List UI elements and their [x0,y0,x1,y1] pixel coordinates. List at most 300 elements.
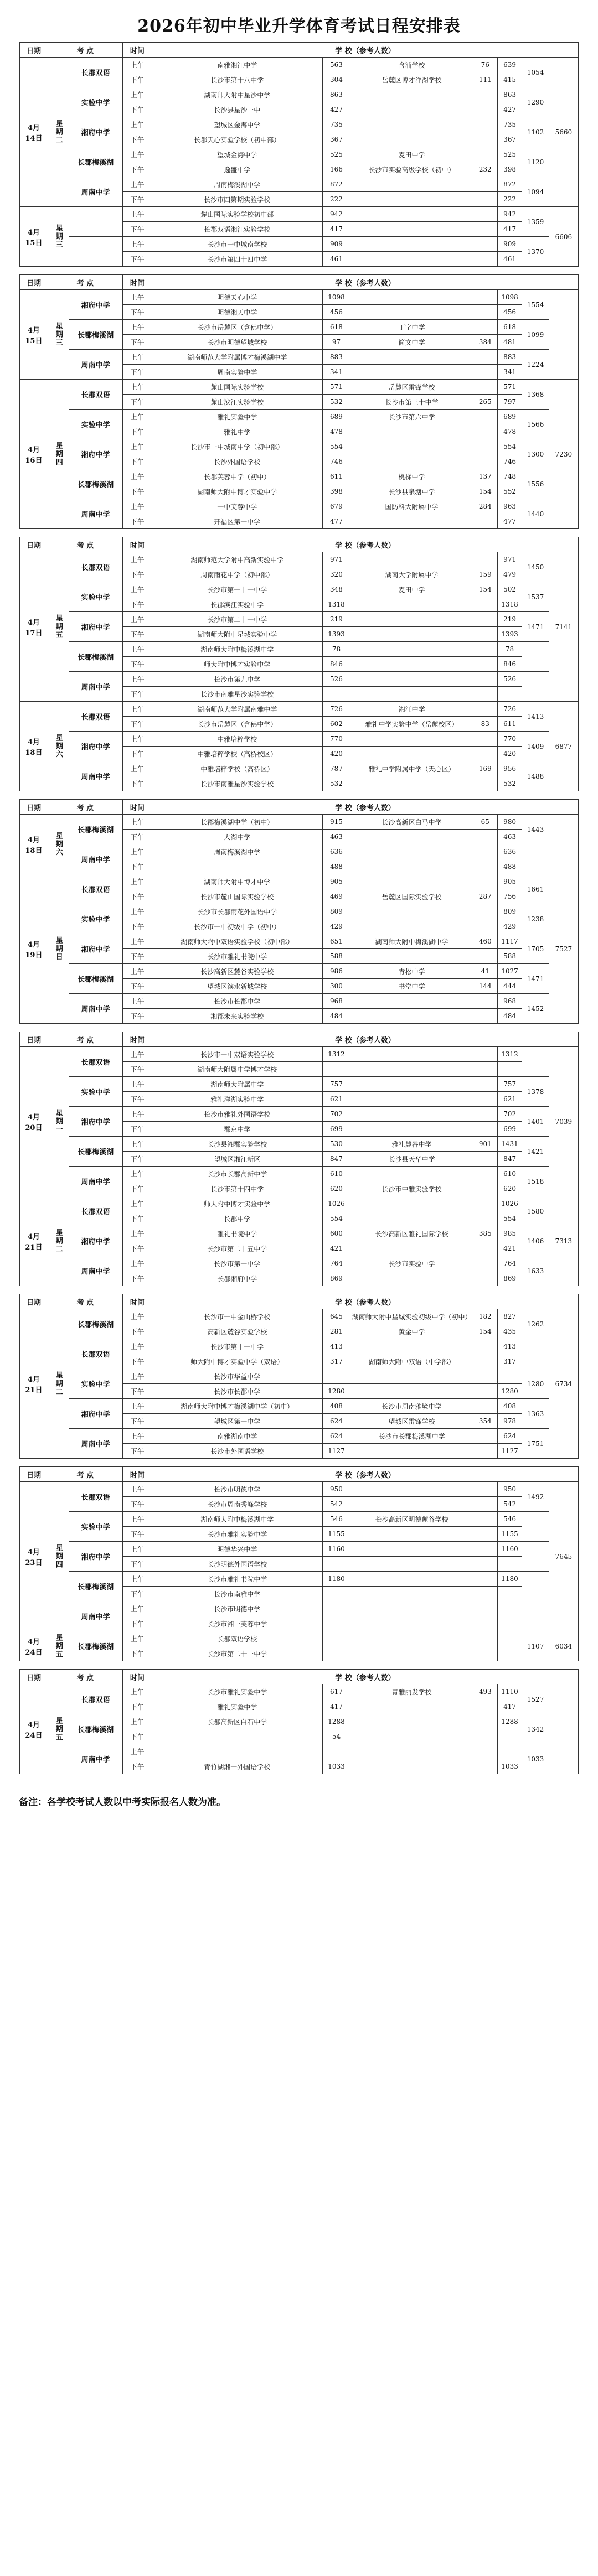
site-total: 1359 [522,207,549,237]
school-cell-2: 雅礼中学附属中学（天心区） [350,761,473,776]
table-row [20,1714,579,1729]
school-cell: 湖南师范大学附属南雅中学 [152,702,322,717]
count-cell-2 [473,597,497,612]
header-site: 考 点 [48,1032,122,1047]
count-cell-2: 83 [473,717,497,732]
header-row [20,537,579,552]
school-cell-2 [350,1587,473,1601]
school-cell: 雅礼洋湖实验中学 [152,1092,322,1107]
schedule-tables [19,42,579,1774]
session-total: 1033 [497,1759,522,1774]
date-cell: 4月 20日 [20,1047,48,1196]
header-school: 学 校（参考人数） [152,800,578,815]
school-cell: 湖南师大附中博才中学 [152,874,322,889]
school-cell: 长沙市第二十五中学 [152,1241,322,1256]
count-cell-2 [473,904,497,919]
time-cell: 下午 [122,1271,152,1286]
site-total: 1518 [522,1167,549,1196]
count-cell: 484 [322,1009,350,1024]
count-cell-2 [473,859,497,874]
table-row [20,237,579,252]
header-site: 考 点 [48,800,122,815]
count-cell: 602 [322,717,350,732]
session-total: 809 [497,904,522,919]
site-total: 1224 [522,350,549,380]
session-total: 1127 [497,1444,522,1459]
count-cell-2: 159 [473,567,497,582]
header-row [20,275,579,290]
school-cell-2: 长沙市周南雅境中学 [350,1399,473,1414]
count-cell: 421 [322,1241,350,1256]
time-cell: 下午 [122,1587,152,1601]
session-total: 463 [497,830,522,844]
session-total: 341 [497,365,522,380]
school-cell: 长沙市雅礼外国语学校 [152,1107,322,1122]
site-total: 1342 [522,1714,549,1744]
school-cell-2: 长沙高新区雅礼国际学校 [350,1226,473,1241]
count-cell-2 [473,1241,497,1256]
header-school: 学 校（参考人数） [152,1294,578,1309]
header-date: 日期 [20,537,48,552]
count-cell-2 [473,1369,497,1384]
session-total: 429 [497,919,522,934]
school-cell-2: 雅礼中学实验中学（岳麓校区） [350,717,473,732]
time-cell: 上午 [122,672,152,687]
count-cell-2: 169 [473,761,497,776]
count-cell [322,1646,350,1661]
site-total: 1492 [522,1482,549,1512]
site-total: 1580 [522,1196,549,1226]
site-total: 1633 [522,1256,549,1286]
session-total: 554 [497,1211,522,1226]
session-total: 546 [497,1512,522,1527]
site-total: 1099 [522,320,549,350]
time-cell: 下午 [122,305,152,320]
school-cell-2 [350,1759,473,1774]
count-cell: 542 [322,1497,350,1512]
school-cell-2 [350,776,473,791]
site-cell: 湘府中学 [69,1542,122,1572]
time-cell: 上午 [122,1542,152,1557]
count-cell: 408 [322,1399,350,1414]
time-cell: 上午 [122,1226,152,1241]
count-cell: 621 [322,1092,350,1107]
table-row [20,290,579,305]
schedule-table [19,1032,579,1286]
site-cell: 长郡双语 [69,552,122,582]
site-total: 1300 [522,439,549,469]
time-cell: 上午 [122,1631,152,1646]
session-total: 636 [497,844,522,859]
table-row [20,761,579,776]
count-cell-2 [473,687,497,702]
time-cell: 上午 [122,904,152,919]
site-cell: 长郡梅溪湖 [69,1572,122,1601]
school-cell-2: 长沙高新区明德麓谷学校 [350,1512,473,1527]
day-total: 6877 [549,702,578,791]
time-cell: 上午 [122,732,152,747]
time-cell: 上午 [122,964,152,979]
header-site: 考 点 [48,537,122,552]
count-cell-2 [473,177,497,192]
school-cell-2: 岳麓区雷锋学校 [350,380,473,395]
count-cell [322,1744,350,1759]
school-cell: 长郡梅溪湖中学（初中） [152,815,322,830]
date-cell: 4月 14日 [20,58,48,207]
count-cell: 166 [322,162,350,177]
day-total: 7313 [549,1196,578,1286]
count-cell: 546 [322,1512,350,1527]
count-cell: 1155 [322,1527,350,1542]
school-cell-2 [350,747,473,761]
time-cell: 上午 [122,1399,152,1414]
school-cell-2 [350,597,473,612]
school-cell-2: 长沙市实验中学 [350,1256,473,1271]
time-cell: 下午 [122,889,152,904]
count-cell-2 [473,552,497,567]
site-total: 1120 [522,147,549,177]
time-cell: 下午 [122,192,152,207]
session-total: 435 [497,1324,522,1339]
time-cell: 上午 [122,1047,152,1062]
header-site: 考 点 [48,43,122,58]
schedule-table [19,1294,579,1459]
time-cell: 上午 [122,147,152,162]
table-row [20,469,579,484]
site-cell: 实验中学 [69,1512,122,1542]
page-title: 2026年初中毕业升学体育考试日程安排表 [137,17,461,36]
school-cell-2 [350,207,473,222]
count-cell-2: 354 [473,1414,497,1429]
count-cell: 645 [322,1309,350,1324]
school-cell: 明德华兴中学 [152,1542,322,1557]
count-cell-2 [473,1339,497,1354]
session-total: 421 [497,1241,522,1256]
school-cell-2: 湖南大学附属中学 [350,567,473,582]
table-row [20,117,579,132]
count-cell-2 [473,454,497,469]
time-cell: 下午 [122,1324,152,1339]
time-cell: 下午 [122,1241,152,1256]
site-cell: 周南中学 [69,499,122,529]
site-cell: 长郡双语 [69,702,122,732]
time-cell: 下午 [122,687,152,702]
site-cell: 湘府中学 [69,934,122,964]
session-total: 971 [497,552,522,567]
table-row [20,1167,579,1181]
session-total: 456 [497,305,522,320]
session-total: 427 [497,102,522,117]
school-cell-2 [350,687,473,702]
school-cell: 湖南师范大学附中高新实验中学 [152,552,322,567]
count-cell: 420 [322,747,350,761]
session-total: 1180 [497,1572,522,1587]
time-cell: 下午 [122,919,152,934]
time-cell: 下午 [122,1414,152,1429]
weekday-cell: 星期二 [48,1196,69,1286]
site-total: 1554 [522,290,549,320]
site-cell: 长郡梅溪湖 [69,147,122,177]
school-cell-2 [350,1601,473,1616]
table-row [20,499,579,514]
site-total [522,672,549,702]
time-cell: 下午 [122,395,152,410]
header-school: 学 校（参考人数） [152,1467,578,1482]
school-cell: 高新区麓谷实验学校 [152,1324,322,1339]
weekday-cell: 星期一 [48,1047,69,1196]
site-total: 1440 [522,499,549,529]
count-cell: 300 [322,979,350,994]
table-row [20,1512,579,1527]
count-cell: 554 [322,1211,350,1226]
count-cell-2 [473,207,497,222]
school-cell-2 [350,365,473,380]
school-cell-2 [350,627,473,642]
school-cell: 一中芙蓉中学 [152,499,322,514]
session-total: 618 [497,320,522,335]
school-cell: 湖南师大附中梅溪湖中学 [152,642,322,657]
time-cell: 下午 [122,1699,152,1714]
count-cell: 872 [322,177,350,192]
table-row [20,380,579,395]
table-row [20,1369,579,1384]
school-cell-2: 麦田中学 [350,582,473,597]
table-row [20,1684,579,1699]
session-total: 620 [497,1181,522,1196]
school-cell-2 [350,1047,473,1062]
count-cell: 971 [322,552,350,567]
site-total [522,844,549,874]
time-cell: 上午 [122,761,152,776]
table-row [20,1572,579,1587]
school-cell-2 [350,1369,473,1384]
site-total [522,1512,549,1542]
time-cell: 下午 [122,830,152,844]
count-cell-2 [473,994,497,1009]
school-cell: 长沙市长郡中学 [152,994,322,1009]
school-cell-2: 桃梯中学 [350,469,473,484]
session-total: 956 [497,761,522,776]
count-cell: 846 [322,657,350,672]
session-total: 797 [497,395,522,410]
table-row [20,964,579,979]
weekday-cell: 星期二 [48,1309,69,1459]
count-cell-2 [473,1601,497,1616]
header-school: 学 校（参考人数） [152,1032,578,1047]
table-row [20,1744,579,1759]
school-cell-2 [350,1077,473,1092]
time-cell: 上午 [122,642,152,657]
time-cell: 上午 [122,844,152,859]
session-total: 219 [497,612,522,627]
school-cell: 长沙市第四十四中学 [152,252,322,267]
school-cell: 长沙市雅礼书院中学 [152,949,322,964]
session-total [497,1729,522,1744]
school-cell: 长沙市南雅星沙实验学校 [152,776,322,791]
schedule-table [19,537,579,791]
time-cell: 上午 [122,350,152,365]
count-cell: 571 [322,380,350,395]
count-cell: 341 [322,365,350,380]
session-total: 1110 [497,1684,522,1699]
count-cell: 367 [322,132,350,147]
site-cell [69,237,122,267]
school-cell: 长沙市华益中学 [152,1369,322,1384]
time-cell: 下午 [122,222,152,237]
school-cell: 大湖中学 [152,830,322,844]
count-cell [322,1601,350,1616]
school-cell: 长郡芙蓉中学（初中） [152,469,322,484]
site-cell: 周南中学 [69,1256,122,1286]
school-cell-2 [350,1122,473,1137]
site-total: 1378 [522,1077,549,1107]
site-cell: 长郡双语 [69,1482,122,1512]
school-cell: 长沙市一中城南学校 [152,237,322,252]
session-total: 770 [497,732,522,747]
school-cell: 湖南师大附中星沙中学 [152,87,322,102]
time-cell: 下午 [122,72,152,87]
count-cell-2 [473,147,497,162]
header-row [20,1670,579,1684]
count-cell: 770 [322,732,350,747]
site-cell: 长郡双语 [69,1684,122,1714]
count-cell: 1033 [322,1759,350,1774]
count-cell-2: 144 [473,979,497,994]
session-total: 985 [497,1226,522,1241]
school-cell: 长沙高新区麓谷实验学校 [152,964,322,979]
count-cell-2 [473,102,497,117]
count-cell-2 [473,776,497,791]
count-cell-2 [473,1062,497,1077]
time-cell: 上午 [122,1309,152,1324]
header-time: 时间 [122,43,152,58]
table-row [20,672,579,687]
time-cell: 上午 [122,1684,152,1699]
count-cell: 417 [322,222,350,237]
count-cell-2 [473,1271,497,1286]
school-cell-2 [350,830,473,844]
weekday-cell: 星期日 [48,874,69,1024]
site-cell: 湘府中学 [69,290,122,320]
school-cell: 麓山国际实验学校初中部 [152,207,322,222]
date-cell: 4月 24日 [20,1631,48,1661]
weekday-cell: 星期五 [48,552,69,702]
site-cell: 长郡双语 [69,58,122,87]
count-cell: 348 [322,582,350,597]
session-total: 1431 [497,1137,522,1152]
school-cell-2: 丁字中学 [350,320,473,335]
time-cell: 下午 [122,102,152,117]
count-cell-2: 287 [473,889,497,904]
session-total: 477 [497,514,522,529]
school-cell: 长郡高新区白石中学 [152,1714,322,1729]
school-cell-2: 长沙市长郡梅溪湖中学 [350,1429,473,1444]
count-cell-2 [473,1714,497,1729]
school-cell: 湘郡未来实验学校 [152,1009,322,1024]
time-cell: 上午 [122,237,152,252]
school-cell: 雅礼中学 [152,424,322,439]
school-cell: 长沙市外国语学校 [152,1444,322,1459]
schedule-table [19,1669,579,1774]
school-cell: 湖南师大附属中学博才学校 [152,1062,322,1077]
count-cell: 869 [322,1271,350,1286]
time-cell: 下午 [122,1444,152,1459]
count-cell: 915 [322,815,350,830]
school-cell-2 [350,117,473,132]
site-total: 1413 [522,702,549,732]
site-cell: 实验中学 [69,87,122,117]
schedule-table [19,42,579,267]
school-cell-2 [350,1616,473,1631]
time-cell: 下午 [122,747,152,761]
site-total [522,1572,549,1601]
school-cell: 湖南师大附中梅溪湖中学 [152,1512,322,1527]
count-cell-2 [473,1152,497,1167]
count-cell-2 [473,1047,497,1062]
school-cell: 湖南师范大学附属博才梅溪湖中学 [152,350,322,365]
session-total: 1098 [497,290,522,305]
count-cell-2 [473,1211,497,1226]
time-cell: 下午 [122,979,152,994]
table-row [20,147,579,162]
count-cell-2 [473,410,497,424]
table-row [20,439,579,454]
count-cell-2 [473,612,497,627]
time-cell: 下午 [122,1092,152,1107]
school-cell-2 [350,949,473,964]
school-cell: 师大附中博才实验中学（双语） [152,1354,322,1369]
table-row [20,1482,579,1497]
table-row [20,612,579,627]
school-cell: 长沙县星沙一中 [152,102,322,117]
site-cell: 长郡双语 [69,380,122,410]
table-row [20,87,579,102]
count-cell-2 [473,1429,497,1444]
school-cell: 麓山国际实验学校 [152,380,322,395]
session-total: 554 [497,439,522,454]
count-cell: 986 [322,964,350,979]
time-cell: 下午 [122,1646,152,1661]
time-cell: 下午 [122,859,152,874]
time-cell: 上午 [122,439,152,454]
school-cell: 师大附中博才实验中学 [152,1196,322,1211]
site-cell: 湘府中学 [69,612,122,642]
count-cell-2 [473,1181,497,1196]
count-cell: 317 [322,1354,350,1369]
site-total [522,1047,549,1077]
site-total: 1450 [522,552,549,582]
session-total: 846 [497,657,522,672]
date-cell: 4月 21日 [20,1309,48,1459]
table-row [20,1226,579,1241]
session-total: 1027 [497,964,522,979]
count-cell: 699 [322,1122,350,1137]
count-cell: 905 [322,874,350,889]
count-cell-2 [473,252,497,267]
session-total: 764 [497,1256,522,1271]
session-total: 78 [497,642,522,657]
count-cell: 636 [322,844,350,859]
count-cell [322,687,350,702]
time-cell: 上午 [122,499,152,514]
count-cell-2 [473,1384,497,1399]
table-row [20,207,579,222]
header-site: 考 点 [48,1294,122,1309]
time-cell: 上午 [122,815,152,830]
time-cell: 上午 [122,117,152,132]
session-total: 978 [497,1414,522,1429]
count-cell-2 [473,1527,497,1542]
